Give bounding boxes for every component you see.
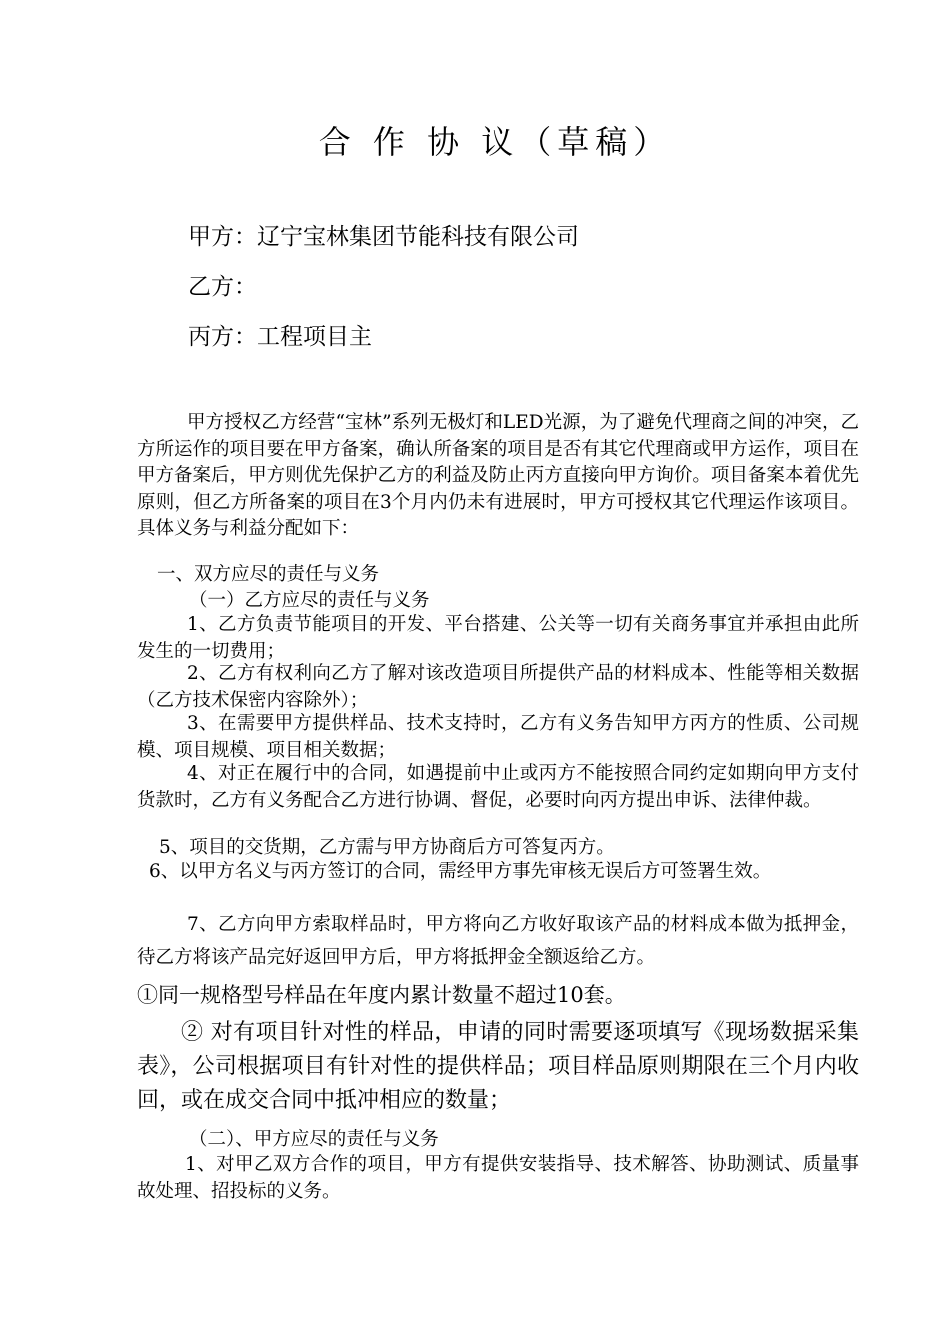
list-item: 4、对正在履行中的合同，如遇提前中止或丙方不能按照合同约定如期向甲方支付货款时，乙方有义务配合乙方进行协调、督促，必要时向丙方提出申诉、法律仲裁。 (137, 763, 859, 811)
list-item: 3、在需要甲方提供样品、技术支持时，乙方有义务告知甲方丙方的性质、公司规模、项目规模、项目相关数据； (137, 713, 859, 761)
party-c: 丙方：工程项目主 (188, 324, 372, 350)
list-item: 2、乙方有权利向乙方了解对该改造项目所提供产品的材料成本、性能等相关数据（乙方技术保密内容除外）； (137, 663, 859, 711)
intro-paragraph: 甲方授权乙方经营“宝林”系列无极灯和LED光源，为了避免代理商之间的冲突，乙方所运作的项目要在甲方备案，确认所备案的项目是否有其它代理商或甲方运作，项目在甲方备案后，甲方则优先保护乙方的利益及防止丙方直接向甲方询价。项目备案本着优先原则，但乙方所备案的项目在3个月内仍未有进展时，甲方可授权其它代理运作该项目。具体义务与利益分配如下： (137, 412, 859, 539)
list-item: 6、以甲方名义与丙方签订的合同，需经甲方事先审核无误后方可签署生效。 (149, 861, 772, 882)
list-item: 1、对甲乙双方合作的项目，甲方有提供安装指导、技术解答、协助测试、质量事故处理、招投标的义务。 (137, 1154, 859, 1202)
list-item: 5、项目的交货期，乙方需与甲方协商后方可答复丙方。 (159, 837, 615, 858)
subsection-heading: （一）乙方应尽的责任与义务 (189, 590, 430, 611)
section-heading: 一、双方应尽的责任与义务 (157, 564, 380, 585)
sample-clause: ② 对有项目针对性的样品，申请的同时需要逐项填写《现场数据采集表》，公司根据项目有针对性的提供样品；项目样品原则期限在三个月内收回，或在成交合同中抵冲相应的数量； (137, 1020, 859, 1113)
list-item: 7、乙方向甲方索取样品时，甲方将向乙方收好取该产品的材料成本做为抵押金，待乙方将该产品完好返回甲方后，甲方将抵押金全额返给乙方。 (137, 914, 859, 968)
party-a: 甲方：辽宁宝林集团节能科技有限公司 (188, 224, 579, 250)
document-title: 合 作 协 议（草稿） (318, 123, 672, 161)
party-b: 乙方： (188, 274, 257, 300)
sample-clause: ①同一规格型号样品在年度内累计数量不超过10套。 (137, 983, 626, 1007)
subsection-heading: （二）、甲方应尽的责任与义务 (189, 1129, 439, 1150)
list-item: 1、乙方负责节能项目的开发、平台搭建、公关等一切有关商务事宜并承担由此所发生的一切费用； (137, 614, 859, 662)
